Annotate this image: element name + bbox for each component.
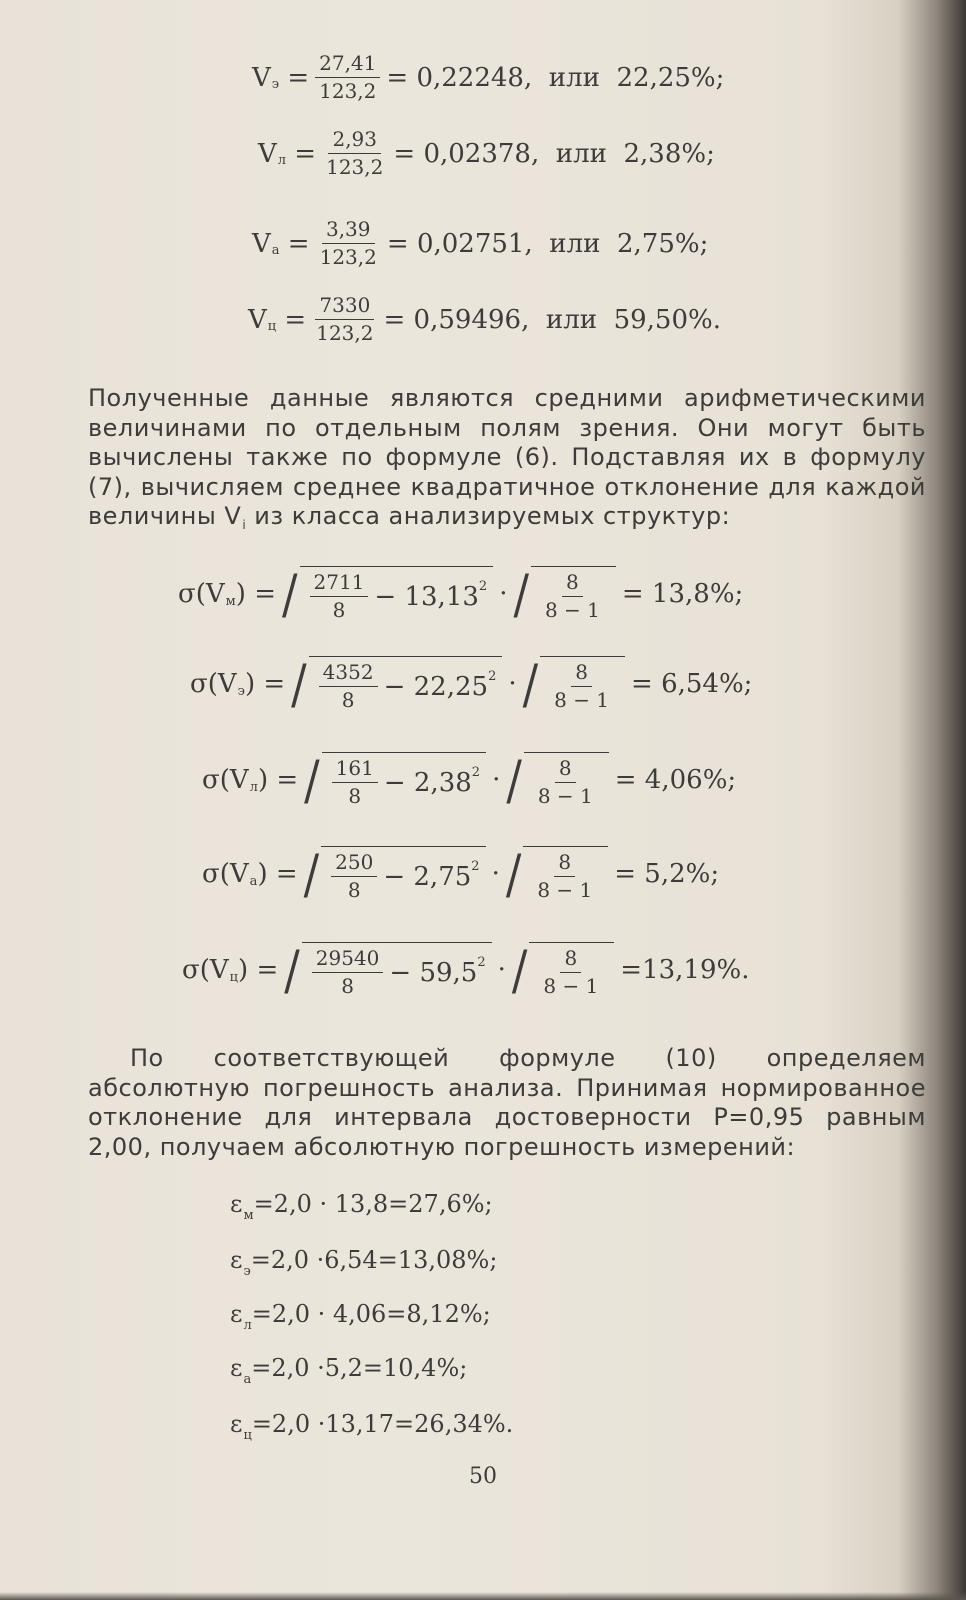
paragraph-text-2: По соответствующей формуле (10) определяем абсолютную погрешность анализа. Принимая нормированное отклонение для интервала достоверности P=0,95 равным 2,00, получаем абсолютную погрешность измерений: <box>88 1044 926 1161</box>
v-formula-c: V ц = $\frac{7330}{123,2}$ = 0,59496, или 59,50%. <box>248 293 721 345</box>
epsilon-formula-a: $\varepsilon_а=2,0 \cdot 5,2=10,4\%$; <box>230 1354 468 1387</box>
sigma-formula-e: σ(V э ) = / $\frac{4352}{8}$ − 22,25 2 · / $\frac{8}{8 - 1}$ = 6,54%; <box>190 652 753 716</box>
v-formula-l: V л = $\frac{2,93}{123,2}$ = 0,02378, или 2,38%; <box>258 127 715 179</box>
sigma-formula-c: σ(V ц ) = / $\frac{29540}{8}$ − 59,5 2 · / $\frac{8}{8 - 1}$ =13,19%. <box>182 938 750 1002</box>
epsilon-formula-m: $\varepsilon_м=2,0 \cdot 13,8=27,6\%$; <box>230 1190 493 1223</box>
paragraph-text: Полученные данные являются средними арифметическими величинами по отдельным полям зрения. Они могут быть вычислены также по формуле (6). Подставляя их в формулу (7), вычисляем среднее квадратичное отклонение для каждой величины $V_i$ из класса анализируемых структур: <box>88 384 926 532</box>
epsilon-formula-e: $\varepsilon_э=2,0 \cdot 6,54=13,08\%$; <box>230 1246 498 1279</box>
v-formula-e: V э = $\frac{27,41}{123,2}$ = 0,22248, или 22,25%; <box>252 51 725 103</box>
page-shadow <box>0 1592 966 1600</box>
sigma-formula-a: σ(V а ) = / $\frac{250}{8}$ − 2,75 2 · / $\frac{8}{8 - 1}$ = 5,2%; <box>202 842 720 906</box>
epsilon-formula-c: $\varepsilon_ц=2,0 \cdot 13,17=26,34\%$. <box>230 1410 514 1443</box>
v-formula-a: V а = $\frac{3,39}{123,2}$ = 0,02751, или 2,75%; <box>252 217 709 269</box>
page-number: 50 <box>469 1464 497 1489</box>
epsilon-formula-l: $\varepsilon_л=2,0 \cdot 4,06=8,12\%$; <box>230 1300 491 1333</box>
sigma-formula-l: σ(V л ) = / $\frac{161}{8}$ − 2,38 2 · / $\frac{8}{8 - 1}$ = 4,06%; <box>202 748 737 812</box>
sigma-formula-m: σ(V м ) = / $\frac{2711}{8}$ − 13,13 2 · / $\frac{8}{8 - 1}$ = 13,8%; <box>178 562 744 626</box>
